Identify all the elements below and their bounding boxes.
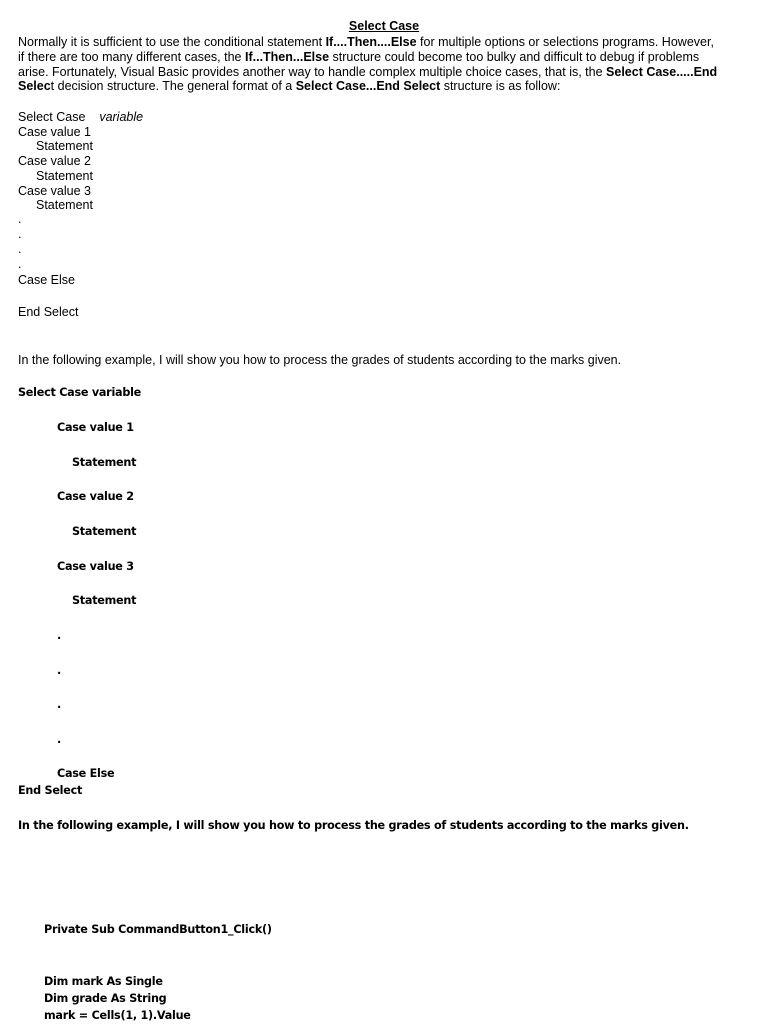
format2-case-3: Case value 3	[57, 560, 134, 573]
format1-dot: .	[18, 212, 22, 226]
format2-dot: .	[57, 664, 61, 677]
example-sentence-2: In the following example, I will show you how to process the grades of students according to the marks given.	[18, 819, 689, 832]
format2-end-select: End Select	[18, 784, 83, 797]
code-dim-grade: Dim grade As String	[44, 992, 167, 1005]
format2-statement-1: Statement	[72, 456, 137, 469]
format2-dot: .	[57, 629, 61, 642]
format2-case-2: Case value 2	[57, 490, 134, 503]
format1-select-case: Select Case variable	[18, 110, 144, 124]
format1-dot: .	[18, 257, 22, 271]
format2-case-else: Case Else	[57, 767, 115, 780]
format1-case-1: Case value 1	[18, 125, 91, 139]
format1-statement-2: Statement	[36, 169, 93, 183]
format1-case-2: Case value 2	[18, 154, 91, 168]
code-dim-mark: Dim mark As Single	[44, 975, 163, 988]
format1-end-select: End Select	[18, 305, 79, 319]
format2-statement-2: Statement	[72, 525, 137, 538]
format1-case-else: Case Else	[18, 273, 75, 287]
intro-line-1: Normally it is sufficient to use the conditional statement If....Then....Else for multiple options or selections programs. However,	[18, 35, 714, 49]
format1-statement-3: Statement	[36, 198, 93, 212]
intro-line-2: if there are too many different cases, the If...Then...Else structure could become too bulky and difficult to debug if problems	[18, 49, 700, 64]
intro-paragraph	[18, 35, 748, 94]
format1-dot: .	[18, 227, 22, 241]
format2-select-case: Select Case variable	[18, 386, 142, 399]
format1-dot: .	[18, 242, 22, 256]
intro-line-4: Select decision structure. The general format of a Select Case...End Select structure is as follow:	[18, 79, 561, 94]
format1-statement-1: Statement	[36, 139, 93, 153]
example-sentence-1: In the following example, I will show you how to process the grades of students according to the marks given.	[18, 353, 622, 367]
format1-variable: variable	[99, 110, 144, 124]
format2-case-1: Case value 1	[57, 421, 134, 434]
intro-line-3: arise. Fortunately, Visual Basic provides another way to handle complex multiple choice cases, that is, the Select Case.....End	[18, 64, 718, 79]
format2-dot: .	[57, 698, 61, 711]
format2-dot: .	[57, 733, 61, 746]
format1-case-3: Case value 3	[18, 184, 91, 198]
code-sub-declaration: Private Sub CommandButton1_Click()	[44, 923, 272, 936]
code-assign-mark: mark = Cells(1, 1).Value	[44, 1009, 191, 1022]
format2-statement-3: Statement	[72, 594, 137, 607]
page-title: Select Case	[348, 19, 420, 33]
